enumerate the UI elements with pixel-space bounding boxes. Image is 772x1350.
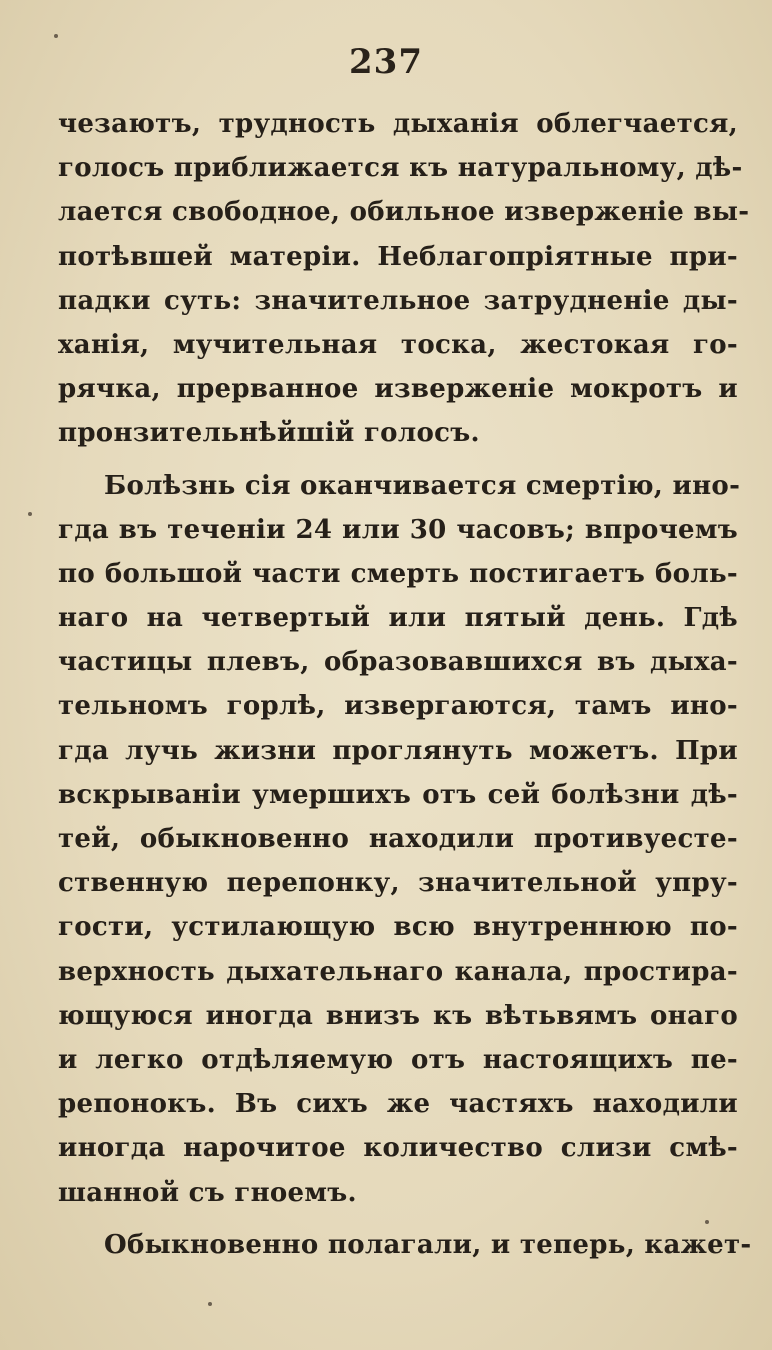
text-line: ственную перепонку, значительной упру- (58, 868, 738, 899)
text-line: ханія, мучительная тоска, жестокая го- (58, 329, 738, 360)
page-number: 237 (349, 42, 423, 82)
text-line: лается свободное, обильное изверженіе вы- (58, 197, 750, 228)
text-line: и легко отдѣляемую отъ настоящихъ пе- (58, 1044, 738, 1075)
text-line: голосъ приближается къ натуральному, дѣ- (58, 153, 743, 184)
text-line: тей, обыкновенно находили противуесте- (58, 824, 738, 854)
text-line: пронзительнѣйшій голосъ. (58, 418, 480, 449)
print-speck (705, 1220, 709, 1224)
text-line: гда лучь жизни проглянуть можетъ. При (58, 735, 738, 766)
text-line: Болѣзнь сія оканчивается смертію, ино- (104, 470, 741, 501)
text-line: шанной съ гноемъ. (58, 1177, 357, 1208)
text-line: иногда нарочитое количество слизи смѣ- (58, 1133, 738, 1164)
body-text (58, 102, 752, 1267)
text-line: падки суть: значительное затрудненіе ды- (58, 285, 738, 316)
text-line: вскрываніи умершихъ отъ сей болѣзни дѣ- (58, 779, 738, 810)
paragraph-3 (58, 1223, 752, 1267)
text-line: Обыкновенно полагали, и теперь, кажет- (104, 1229, 752, 1260)
text-line: потѣвшей матеріи. Неблагопріятные при- (58, 241, 738, 272)
print-speck (208, 1302, 212, 1306)
text-line: тельномъ горлѣ, извергаются, тамъ ино- (58, 691, 738, 722)
print-speck (54, 34, 58, 38)
paragraph-1 (58, 102, 750, 456)
text-line: наго на четвертый или пятый день. Гдѣ (58, 603, 738, 634)
text-line: верхность дыхательнаго канала, простира- (58, 956, 738, 987)
text-line: гда въ теченіи 24 или 30 часовъ; впрочемъ (58, 514, 738, 545)
print-speck (28, 512, 32, 516)
text-line: по большой части смерть постигаетъ боль- (58, 558, 738, 589)
paragraph-2 (58, 464, 741, 1215)
text-line: частицы плевъ, образовавшихся въ дыха- (58, 647, 738, 678)
text-line: гости, устилающую всю внутреннюю по- (58, 912, 738, 943)
text-line: рячка, прерванное изверженіе мокротъ и (58, 374, 738, 405)
text-line: ющуюся иногда внизъ къ вѣтьвямъ онаго (58, 1000, 738, 1031)
text-line: репонокъ. Въ сихъ же частяхъ находили (58, 1089, 738, 1120)
text-line: чезаютъ, трудность дыханія облегчается, (58, 109, 738, 139)
